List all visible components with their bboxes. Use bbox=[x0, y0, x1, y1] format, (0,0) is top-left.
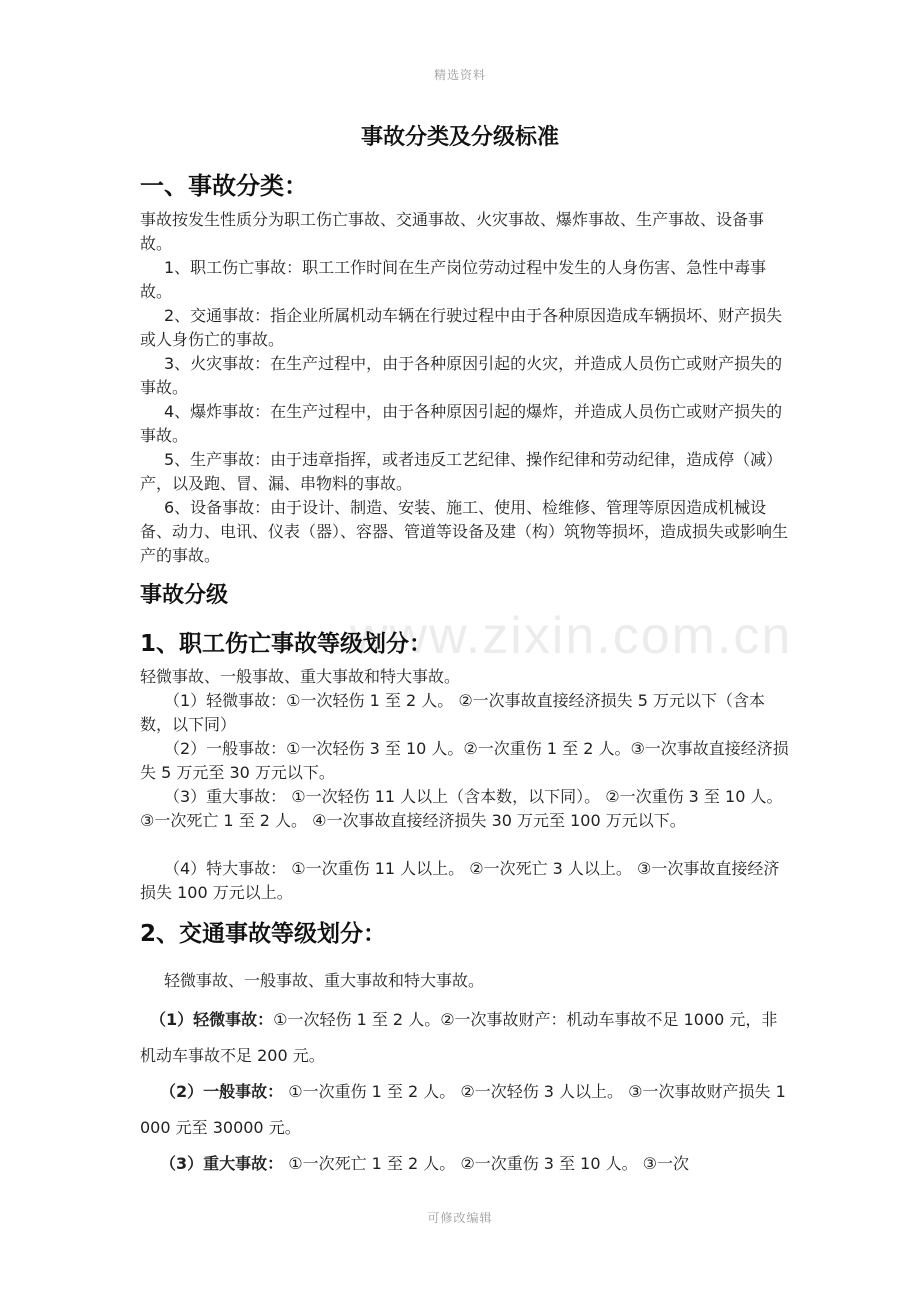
traffic-grade-text: ①一次重伤 1 至 2 人。 ②一次轻伤 3 人以上。 ③一次事故财产损失 1000 元至 30000 元。 bbox=[140, 1082, 786, 1137]
traffic-grade-item bbox=[140, 1002, 792, 1074]
traffic-grade-item bbox=[140, 1074, 792, 1146]
injury-grade-item: （1）轻微事故：①一次轻伤 1 至 2 人。 ②一次事故直接经济损失 5 万元以下（含本数，以下同） bbox=[140, 691, 766, 734]
footer-note: 可修改编辑 bbox=[427, 1211, 493, 1225]
classification-item: 1、职工伤亡事故：职工工作时间在生产岗位劳动过程中发生的人身伤害、急性中毒事故。 bbox=[140, 258, 767, 301]
classification-intro: 事故按发生性质分为职工伤亡事故、交通事故、火灾事故、爆炸事故、生产事故、设备事故。 bbox=[140, 210, 765, 253]
classification-item: 4、爆炸事故：在生产过程中，由于各种原因引起的爆炸，并造成人员伤亡或财产损失的事故。 bbox=[140, 402, 783, 445]
traffic-grade-item bbox=[140, 1146, 792, 1182]
classification-item: 2、交通事故：指企业所属机动车辆在行驶过程中由于各种原因造成车辆损坏、财产损失或人身伤亡的事故。 bbox=[140, 306, 783, 349]
traffic-grade-label: （3）重大事故： bbox=[160, 1154, 284, 1173]
injury-grade-item: （4）特大事故： ①一次重伤 11 人以上。 ②一次死亡 3 人以上。 ③一次事故直接经济损失 100 万元以上。 bbox=[140, 859, 780, 902]
classification-item: 3、火灾事故：在生产过程中，由于各种原因引起的火灾，并造成人员伤亡或财产损失的事故。 bbox=[140, 354, 783, 397]
classification-item: 5、生产事故：由于违章指挥，或者违反工艺纪律、操作纪律和劳动纪律，造成停（减）产，以及跑、冒、漏、串物料的事故。 bbox=[140, 450, 783, 493]
watermark: www.zixin.com.cn bbox=[350, 607, 793, 665]
traffic-grade-text: ①一次轻伤 1 至 2 人。②一次事故财产：机动车事故不足 1000 元，非机动车事故不足 200 元。 bbox=[140, 1010, 778, 1065]
traffic-grade-label: （1）轻微事故： bbox=[150, 1010, 274, 1029]
injury-grade-item: （2）一般事故：①一次轻伤 3 至 10 人。②一次重伤 1 至 2 人。③一次事故直接经济损失 5 万元至 30 万元以下。 bbox=[140, 739, 789, 782]
subsection-heading-traffic: 2、交通事故等级划分： bbox=[140, 921, 387, 947]
subsection-heading-injury: 1、职工伤亡事故等级划分： bbox=[140, 631, 433, 657]
page-title: 事故分类及分级标准 bbox=[360, 125, 559, 150]
traffic-grade-label: （2）一般事故： bbox=[160, 1082, 284, 1101]
classification-item: 6、设备事故：由于设计、制造、安装、施工、使用、检维修、管理等原因造成机械设备、动力、电讯、仪表（器）、容器、管道等设备及建（构）筑物等损坏，造成损失或影响生产的事故。 bbox=[140, 498, 789, 565]
section-heading-classification: 一、事故分类： bbox=[140, 172, 308, 200]
injury-intro: 轻微事故、一般事故、重大事故和特大事故。 bbox=[140, 667, 461, 686]
section-heading-grading: 事故分级 bbox=[140, 583, 229, 608]
injury-grade-item: （3）重大事故： ①一次轻伤 11 人以上（含本数，以下同）。 ②一次重伤 3 至 10 人。 ③一次死亡 1 至 2 人。 ④一次事故直接经济损失 30 万元至 100 万元以下。 bbox=[140, 787, 783, 830]
traffic-intro: 轻微事故、一般事故、重大事故和特大事故。 bbox=[164, 971, 485, 990]
traffic-grade-text: ①一次死亡 1 至 2 人。 ②一次重伤 3 至 10 人。 ③一次 bbox=[283, 1154, 690, 1173]
header-note: 精选资料 bbox=[433, 68, 486, 82]
